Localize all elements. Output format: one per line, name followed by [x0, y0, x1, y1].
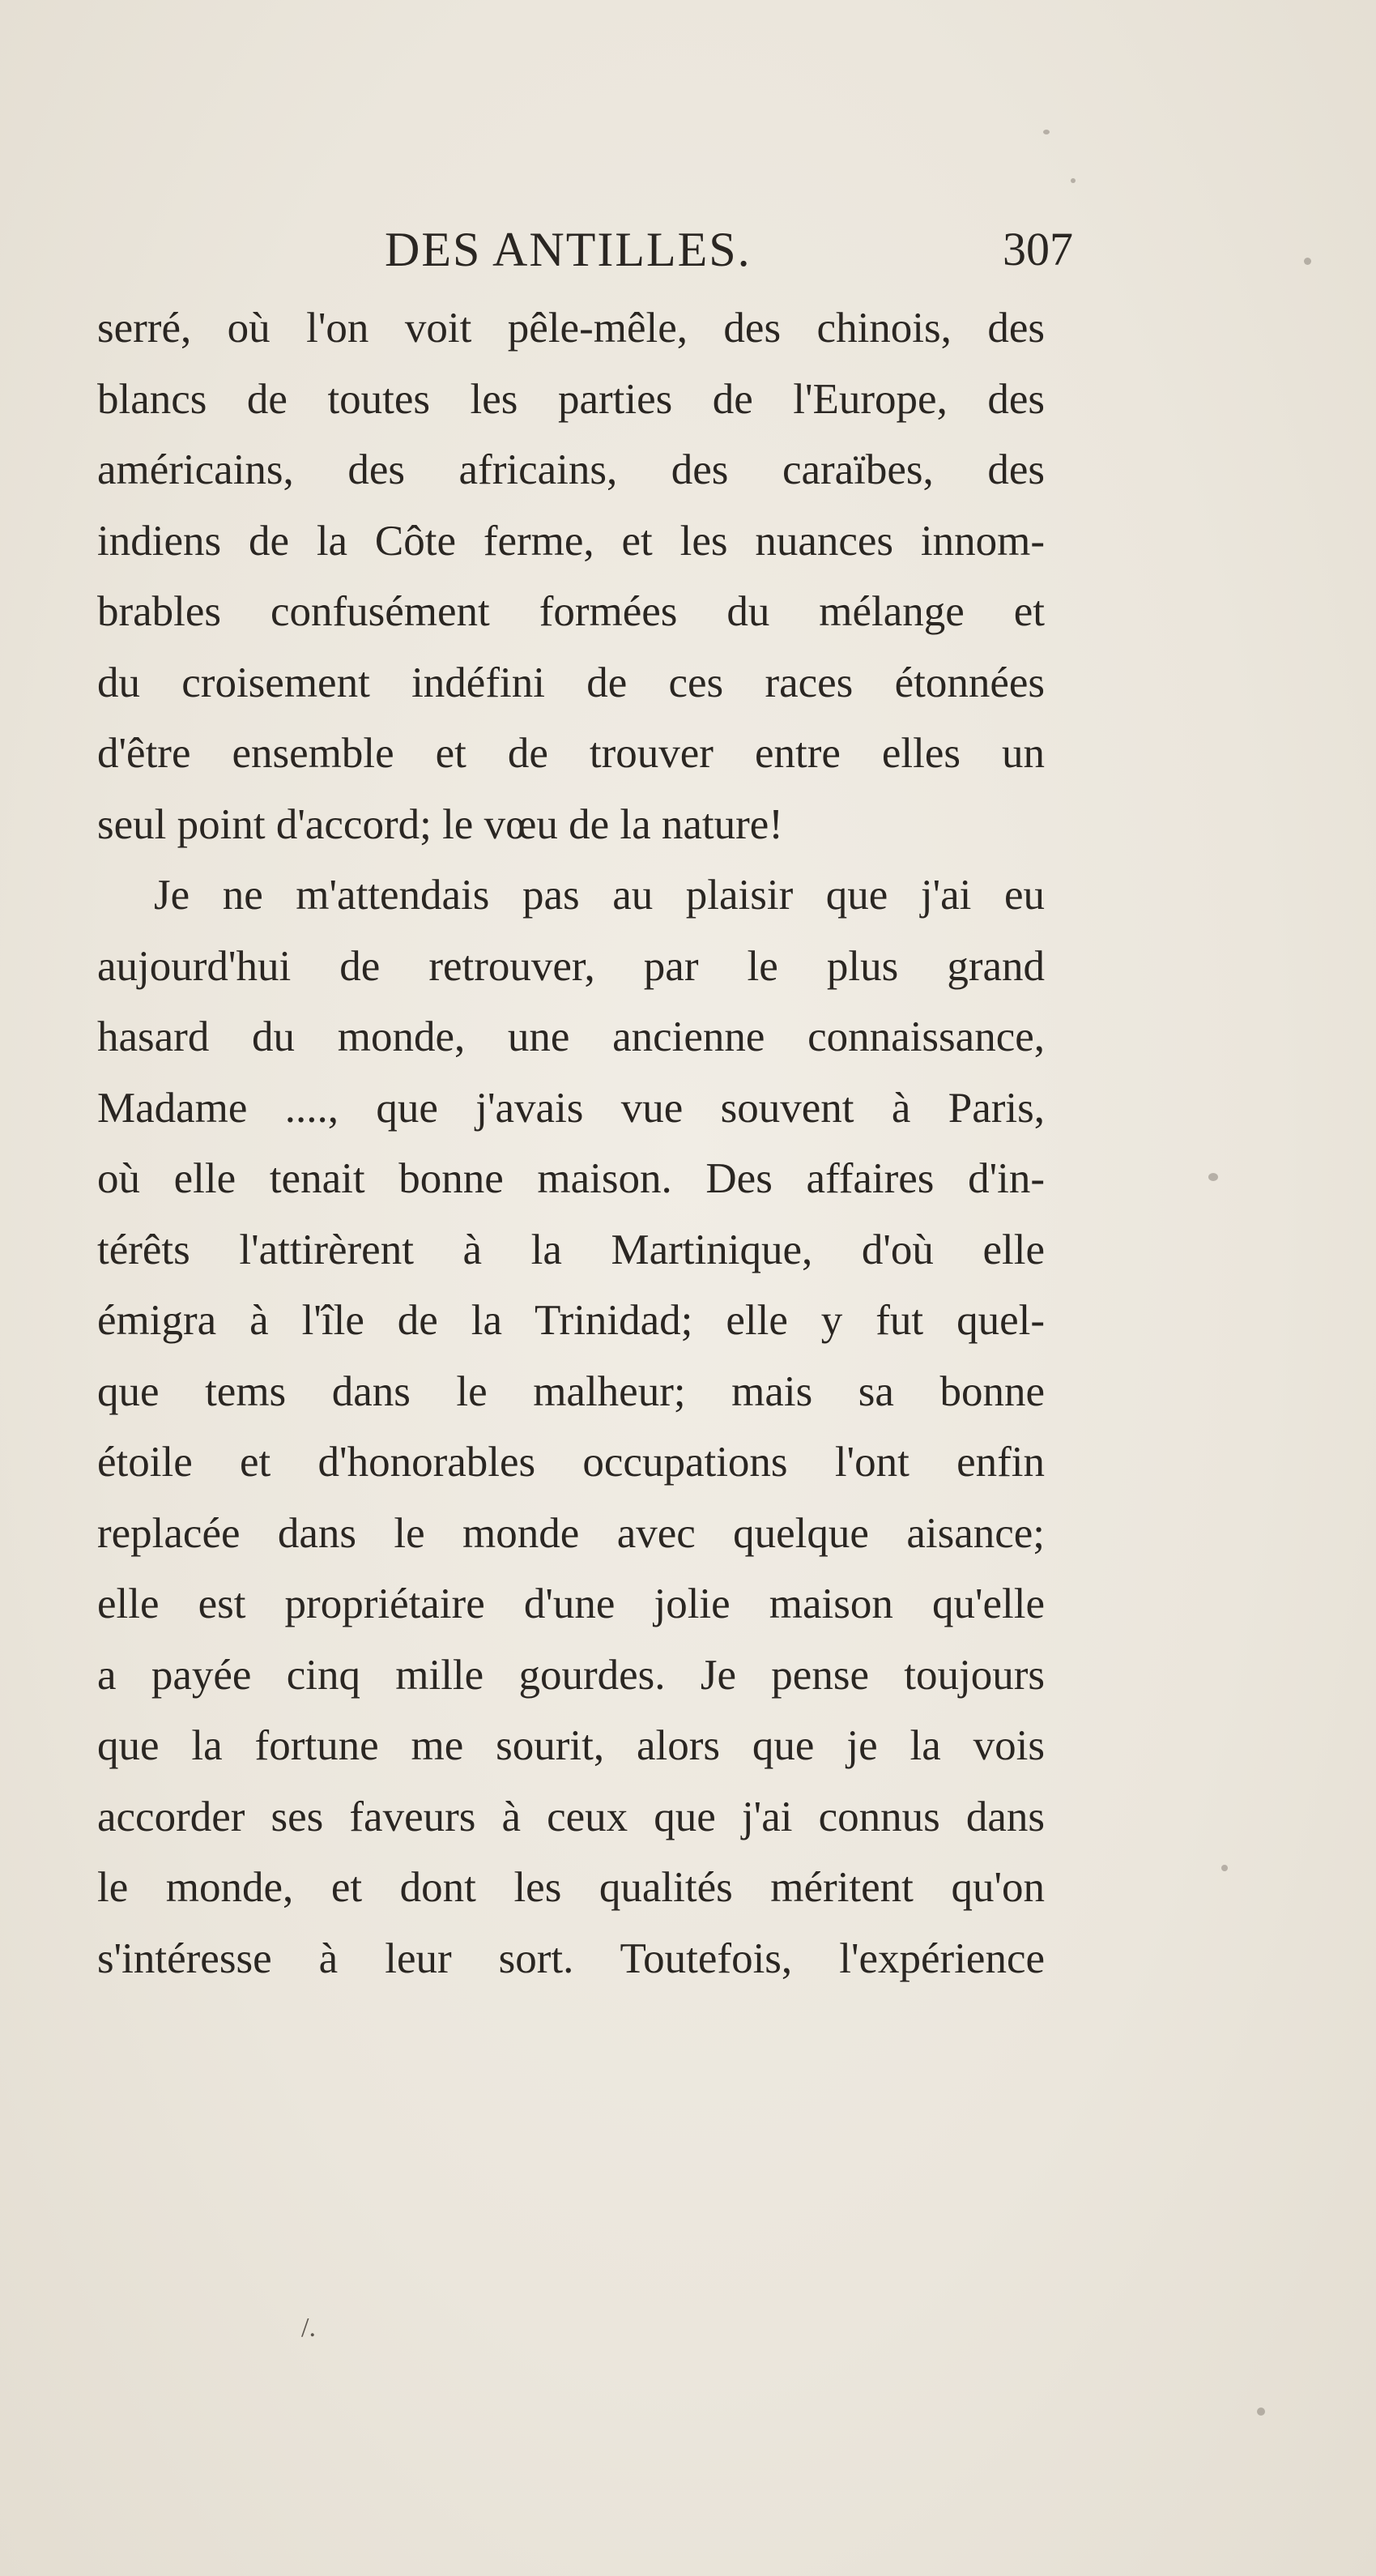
- bottom-mark: /.: [301, 2313, 316, 2343]
- text-line: serré, où l'on voit pêle-mêle, des chinois, des: [97, 305, 1045, 352]
- paper-spot: [1221, 1865, 1228, 1871]
- text-line: étoile et d'honorables occupations l'ont enfin: [97, 1439, 1045, 1486]
- page-header: [97, 217, 1073, 282]
- text-line: aujourd'hui de retrouver, par le plus grand: [97, 942, 1045, 990]
- page-number: 307: [1003, 223, 1073, 275]
- text-line: blancs de toutes les parties de l'Europe, des: [97, 375, 1045, 423]
- text-line: brables confusément formées du mélange et: [97, 588, 1045, 635]
- paper-spot: [1071, 178, 1076, 183]
- text-line: émigra à l'île de la Trinidad; elle y fut quel-: [97, 1297, 1045, 1344]
- text-line: d'être ensemble et de trouver entre elles un: [97, 730, 1045, 777]
- text-line: indiens de la Côte ferme, et les nuances innom-: [97, 517, 1045, 565]
- body-text: [97, 293, 1045, 1994]
- text-line: que tems dans le malheur; mais sa bonne: [97, 1367, 1045, 1415]
- text-line: replacée dans le monde avec quelque aisance;: [97, 1509, 1045, 1557]
- text-line: s'intéresse à leur sort. Toutefois, l'expérience: [97, 1934, 1045, 1982]
- text-line: le monde, et dont les qualités méritent qu'on: [97, 1864, 1045, 1911]
- text-line: du croisement indéfini de ces races étonnées: [97, 659, 1045, 706]
- paper-spot: [1304, 258, 1311, 265]
- text-line: hasard du monde, une ancienne connaissance,: [97, 1013, 1045, 1060]
- text-line: térêts l'attirèrent à la Martinique, d'où elle: [97, 1226, 1045, 1273]
- text-line: américains, des africains, des caraïbes, des: [97, 446, 1045, 493]
- text-line: elle est propriétaire d'une jolie maison qu'elle: [97, 1580, 1045, 1627]
- paper-spot: [1208, 1173, 1218, 1181]
- text-line: a payée cinq mille gourdes. Je pense toujours: [97, 1651, 1045, 1699]
- paper-spot: [1043, 130, 1050, 134]
- text-line: où elle tenait bonne maison. Des affaires d'in-: [97, 1155, 1045, 1202]
- text-line: seul point d'accord; le vœu de la nature!: [97, 800, 783, 848]
- text-line: Madame ...., que j'avais vue souvent à Paris,: [97, 1084, 1045, 1132]
- running-title: DES ANTILLES.: [385, 223, 752, 276]
- paragraph-start-line: Je ne m'attendais pas au plaisir que j'ai eu: [154, 872, 1045, 919]
- paper-spot: [1257, 2408, 1265, 2416]
- text-line: accorder ses faveurs à ceux que j'ai connus dans: [97, 1793, 1045, 1840]
- text-line: que la fortune me sourit, alors que je la vois: [97, 1722, 1045, 1769]
